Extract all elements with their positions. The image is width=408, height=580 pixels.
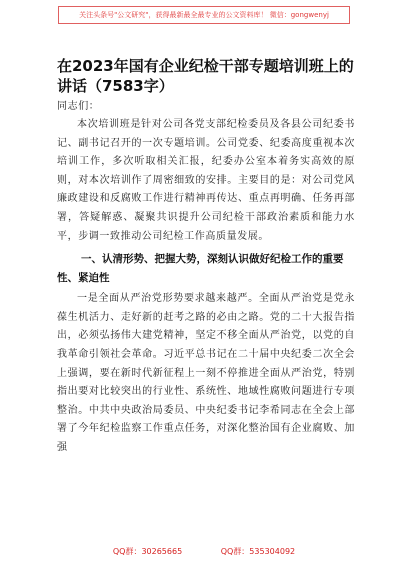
footer-qq-group-2: QQ群：535304092 bbox=[220, 547, 296, 556]
intro-paragraph: 本次培训班是针对公司各党支部纪检委员及各县公司纪委书记、副书记召开的一次专题培训。公司党委、纪委高度重视本次培训工作，多次听取相关汇报，纪委办公室本着务实高效的原则，对本次培训作了周密细致的安排。主要目的是：对公司党风廉政建设和反腐败工作进行精神再传达、重点再明确、任务再部署，答疑解惑、凝聚共识提升公司纪检干部政治素质和能力水平，步调一致推动公司纪检工作高质量发展。 bbox=[57, 119, 355, 242]
section-heading: 一、认清形势、把握大势，深刻认识做好纪检工作的重要性、紧迫性 bbox=[57, 253, 344, 285]
document-title: 在2023年国有企业纪检干部专题培训班上的讲话（7583字） bbox=[57, 57, 354, 95]
section-paragraph: 一是全面从严治党形势要求越来越严。全面从严治党是党永葆生机活力、走好新的赶考之路的必由之路。党的二十大报告指出，必须弘扬伟大建党精神，坚定不移全面从严治党，以党的自我革命引领社会革命。习近平总书记在二十届中央纪委二次全会上强调，要在新时代新征程上一刻不停推进全面从严治党，特别指出要对比较突出的行业性、系统性、地域性腐败问题进行专项整治。中共中央政治局委员、中央纪委书记李希同志在全会上部署了今年纪检监察工作重点任务，对深化整治国有企业腐败、加强 bbox=[57, 293, 355, 453]
footer bbox=[0, 546, 408, 557]
promo-banner: 关注头条号"公文研究"，获得最新最全最专业的公文资料库！ 微信：gongwenyj bbox=[58, 6, 350, 24]
greeting: 同志们： bbox=[57, 101, 100, 112]
footer-qq-group-1: QQ群：30265665 bbox=[112, 547, 183, 556]
document-body bbox=[57, 56, 355, 458]
